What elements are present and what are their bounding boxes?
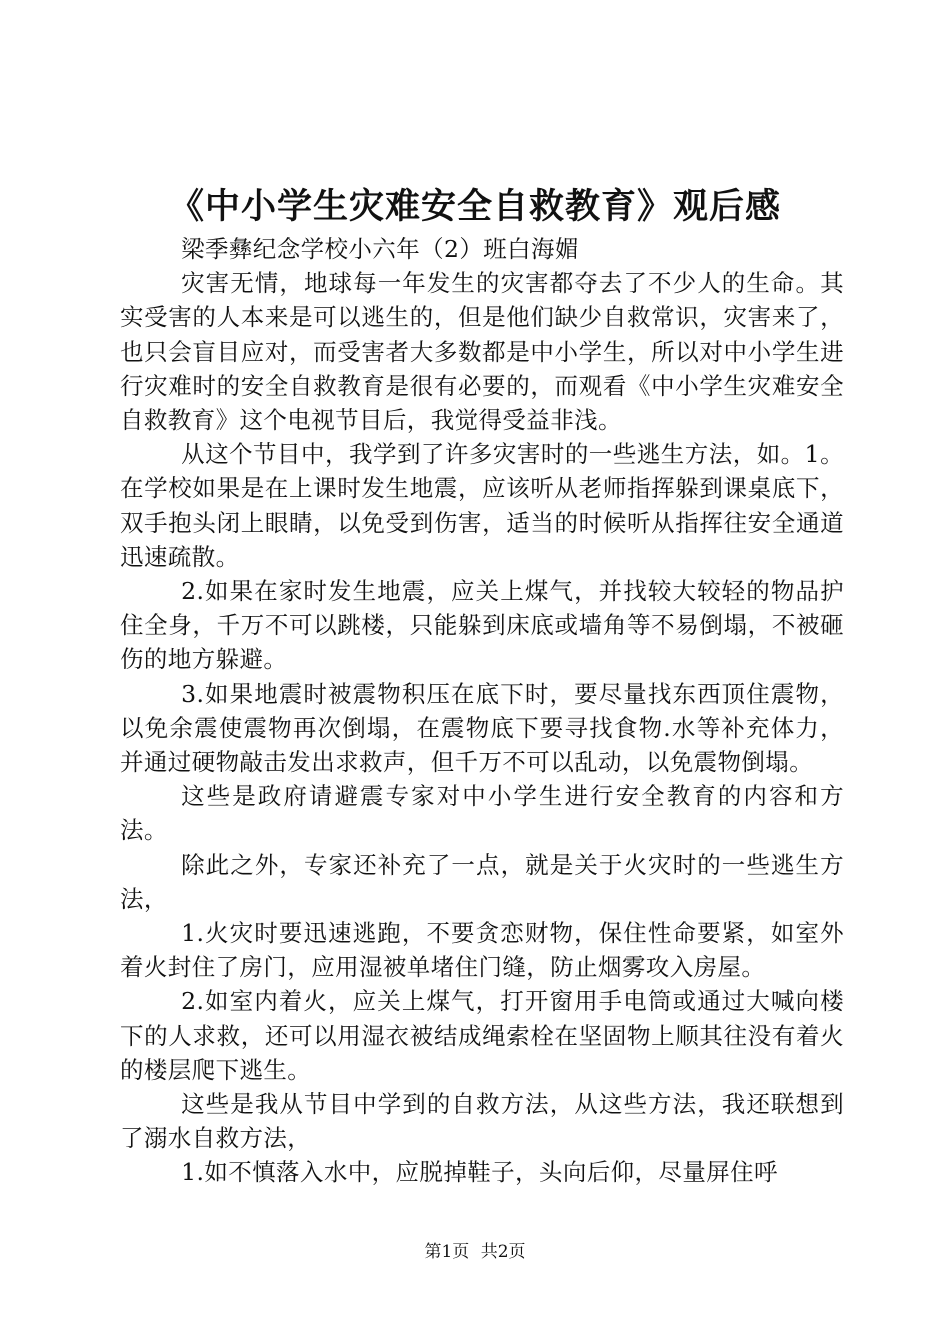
page-total: 共2页 — [480, 1242, 526, 1262]
paragraph: 这些是我从节目中学到的自救方法，从这些方法，我还联想到了溺水自救方法， — [120, 1090, 844, 1153]
paragraph: 这些是政府请避震专家对中小学生进行安全教育的内容和方法。 — [120, 782, 844, 845]
paragraph: 2.如室内着火，应关上煤气，打开窗用手电筒或通过大喊向楼下的人求救，还可以用湿衣被结成绳索栓在坚固物上顺其往没有着火的楼层爬下逃生。 — [120, 987, 844, 1084]
paragraph: 1.火灾时要迅速逃跑，不要贪恋财物，保住性命要紧，如室外着火封住了房门，应用湿被单堵住门缝，防止烟雾攻入房屋。 — [120, 919, 844, 982]
author-line: 梁季彝纪念学校小六年（2）班白海媚 — [181, 235, 579, 263]
page-footer — [0, 1240, 950, 1264]
paragraph: 灾害无情，地球每一年发生的灾害都夺去了不少人的生命。其实受害的人本来是可以逃生的，但是他们缺少自救常识，灾害来了，也只会盲目应对，而受害者大多数都是中小学生，所以对中小学生进行灾难时的安全自救教育是很有必要的，而观看《中小学生灾难安全自救教育》这个电视节目后，我觉得受益非浅。 — [120, 269, 844, 435]
paragraph: 3.如果地震时被震物积压在底下时，要尽量找东西顶住震物，以免余震使震物再次倒塌，在震物底下要寻找食物.水等补充体力，并通过硬物敲击发出求救声，但千万不可以乱动，以免震物倒塌。 — [120, 679, 844, 777]
document-title: 《中小学生灾难安全自救教育》观后感 — [168, 186, 781, 227]
paragraph: 1.如不慎落入水中，应脱掉鞋子，头向后仰，尽量屏住呼 — [181, 1158, 778, 1187]
paragraph: 2.如果在家时发生地震，应关上煤气，并找较大较轻的物品护住全身，千万不可以跳楼，只能躲到床底或墙角等不易倒塌，不被砸伤的地方躲避。 — [120, 577, 844, 674]
paragraph: 除此之外，专家还补充了一点，就是关于火灾时的一些逃生方法， — [120, 850, 844, 913]
document-body — [120, 232, 844, 1190]
paragraph: 从这个节目中，我学到了许多灾害时的一些逃生方法，如。1。在学校如果是在上课时发生地震，应该听从老师指挥躲到课桌底下，双手抱头闭上眼睛，以免受到伤害，适当的时候听从指挥往安全通道迅速疏散。 — [120, 440, 844, 571]
page-number: 第1页 — [424, 1242, 470, 1262]
